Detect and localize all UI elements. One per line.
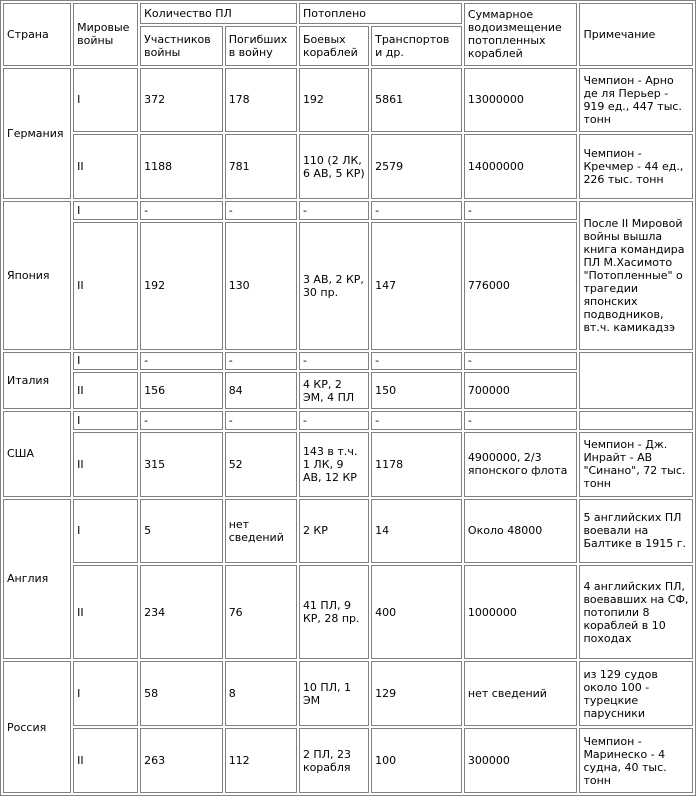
lost-cell: 52 <box>225 432 297 497</box>
transports-cell: 150 <box>371 372 462 409</box>
war-cell: II <box>73 134 138 199</box>
participants-cell: 234 <box>140 565 223 659</box>
war-cell: I <box>73 661 138 726</box>
note-cell: Чемпион - Кречмер - 44 ед., 226 тыс. тонн <box>579 134 693 199</box>
country-cell: Англия <box>3 499 71 660</box>
header-tonnage: Суммарное водоизмещение потопленных кораблей <box>464 3 578 66</box>
header-transports: Транспортов и др. <box>371 26 462 66</box>
lost-cell: 112 <box>225 728 297 793</box>
transports-cell: 147 <box>371 222 462 350</box>
tonnage-cell: - <box>464 201 578 220</box>
table-row <box>3 661 693 726</box>
table-row <box>3 134 693 199</box>
war-cell: II <box>73 222 138 350</box>
note-cell: 4 английских ПЛ, воевавших на СФ, потопили 8 кораблей в 10 походах <box>579 565 693 659</box>
transports-cell: - <box>371 411 462 430</box>
country-cell: Япония <box>3 201 71 349</box>
header-submarines: Количество ПЛ <box>140 3 297 24</box>
transports-cell: 5861 <box>371 68 462 133</box>
transports-cell: 14 <box>371 499 462 564</box>
tonnage-cell: 4900000, 2/3 японского флота <box>464 432 578 497</box>
tonnage-cell: 300000 <box>464 728 578 793</box>
tonnage-cell: нет сведений <box>464 661 578 726</box>
lost-cell: 84 <box>225 372 297 409</box>
participants-cell: 58 <box>140 661 223 726</box>
country-cell: Россия <box>3 661 71 793</box>
note-cell: Чемпион - Арно де ля Перьер - 919 ед., 447 тыс. тонн <box>579 68 693 133</box>
warships-cell: 4 КР, 2 ЭМ, 4 ПЛ <box>299 372 369 409</box>
war-cell: II <box>73 432 138 497</box>
war-cell: I <box>73 352 138 371</box>
note-cell: Чемпион - Маринеско - 4 судна, 40 тыс. тонн <box>579 728 693 793</box>
participants-cell: 372 <box>140 68 223 133</box>
participants-cell: 192 <box>140 222 223 350</box>
tonnage-cell: 700000 <box>464 372 578 409</box>
lost-cell: 76 <box>225 565 297 659</box>
tonnage-cell: - <box>464 352 578 371</box>
lost-cell: 781 <box>225 134 297 199</box>
warships-cell: - <box>299 352 369 371</box>
warships-cell: 2 КР <box>299 499 369 564</box>
lost-cell: - <box>225 201 297 220</box>
warships-cell: 10 ПЛ, 1 ЭМ <box>299 661 369 726</box>
tonnage-cell: - <box>464 411 578 430</box>
header-sunk: Потоплено <box>299 3 462 24</box>
lost-cell: 130 <box>225 222 297 350</box>
participants-cell: - <box>140 352 223 371</box>
table-row <box>3 352 693 371</box>
table-row <box>3 411 693 430</box>
lost-cell: 8 <box>225 661 297 726</box>
table-row <box>3 728 693 793</box>
war-cell: I <box>73 411 138 430</box>
header-warships: Боевых кораблей <box>299 26 369 66</box>
tonnage-cell: 776000 <box>464 222 578 350</box>
note-cell: Чемпион - Дж. Инрайт - АВ "Синано", 72 тыс. тонн <box>579 432 693 497</box>
participants-cell: 156 <box>140 372 223 409</box>
participants-cell: - <box>140 201 223 220</box>
war-cell: II <box>73 372 138 409</box>
header-country: Страна <box>3 3 71 66</box>
transports-cell: - <box>371 352 462 371</box>
table-row <box>3 565 693 659</box>
header-participants: Участников войны <box>140 26 223 66</box>
participants-cell: 5 <box>140 499 223 564</box>
participants-cell: 1188 <box>140 134 223 199</box>
participants-cell: - <box>140 411 223 430</box>
tonnage-cell: 13000000 <box>464 68 578 133</box>
tonnage-cell: Около 48000 <box>464 499 578 564</box>
warships-cell: - <box>299 411 369 430</box>
transports-cell: 129 <box>371 661 462 726</box>
transports-cell: - <box>371 201 462 220</box>
participants-cell: 263 <box>140 728 223 793</box>
war-cell: II <box>73 565 138 659</box>
lost-cell: - <box>225 411 297 430</box>
warships-cell: - <box>299 201 369 220</box>
lost-cell: нет сведений <box>225 499 297 564</box>
country-cell: США <box>3 411 71 497</box>
warships-cell: 110 (2 ЛК, 6 АВ, 5 КР) <box>299 134 369 199</box>
tonnage-cell: 14000000 <box>464 134 578 199</box>
transports-cell: 400 <box>371 565 462 659</box>
war-cell: I <box>73 68 138 133</box>
note-cell: 5 английских ПЛ воевали на Балтике в 1915 г. <box>579 499 693 564</box>
note-cell <box>579 411 693 430</box>
table-row <box>3 432 693 497</box>
table-row <box>3 201 693 220</box>
transports-cell: 2579 <box>371 134 462 199</box>
warships-cell: 3 АВ, 2 КР, 30 пр. <box>299 222 369 350</box>
header-lost: Погибших в войну <box>225 26 297 66</box>
table-row <box>3 68 693 133</box>
transports-cell: 1178 <box>371 432 462 497</box>
note-cell: После II Мировой войны вышла книга командира ПЛ М.Хасимото "Потопленные" о трагедии японских подводников, вт.ч. камикадзэ <box>579 201 693 349</box>
transports-cell: 100 <box>371 728 462 793</box>
warships-cell: 2 ПЛ, 23 корабля <box>299 728 369 793</box>
note-cell: из 129 судов около 100 - турецкие парусники <box>579 661 693 726</box>
header-row <box>3 3 693 24</box>
header-note: Примечание <box>579 3 693 66</box>
participants-cell: 315 <box>140 432 223 497</box>
note-cell <box>579 352 693 409</box>
warships-cell: 143 в т.ч. 1 ЛК, 9 АВ, 12 КР <box>299 432 369 497</box>
warships-cell: 41 ПЛ, 9 КР, 28 пр. <box>299 565 369 659</box>
tonnage-cell: 1000000 <box>464 565 578 659</box>
lost-cell: - <box>225 352 297 371</box>
table-row <box>3 499 693 564</box>
country-cell: Германия <box>3 68 71 200</box>
war-cell: I <box>73 499 138 564</box>
country-cell: Италия <box>3 352 71 409</box>
war-cell: II <box>73 728 138 793</box>
war-cell: I <box>73 201 138 220</box>
warships-cell: 192 <box>299 68 369 133</box>
lost-cell: 178 <box>225 68 297 133</box>
header-wars: Мировые войны <box>73 3 138 66</box>
